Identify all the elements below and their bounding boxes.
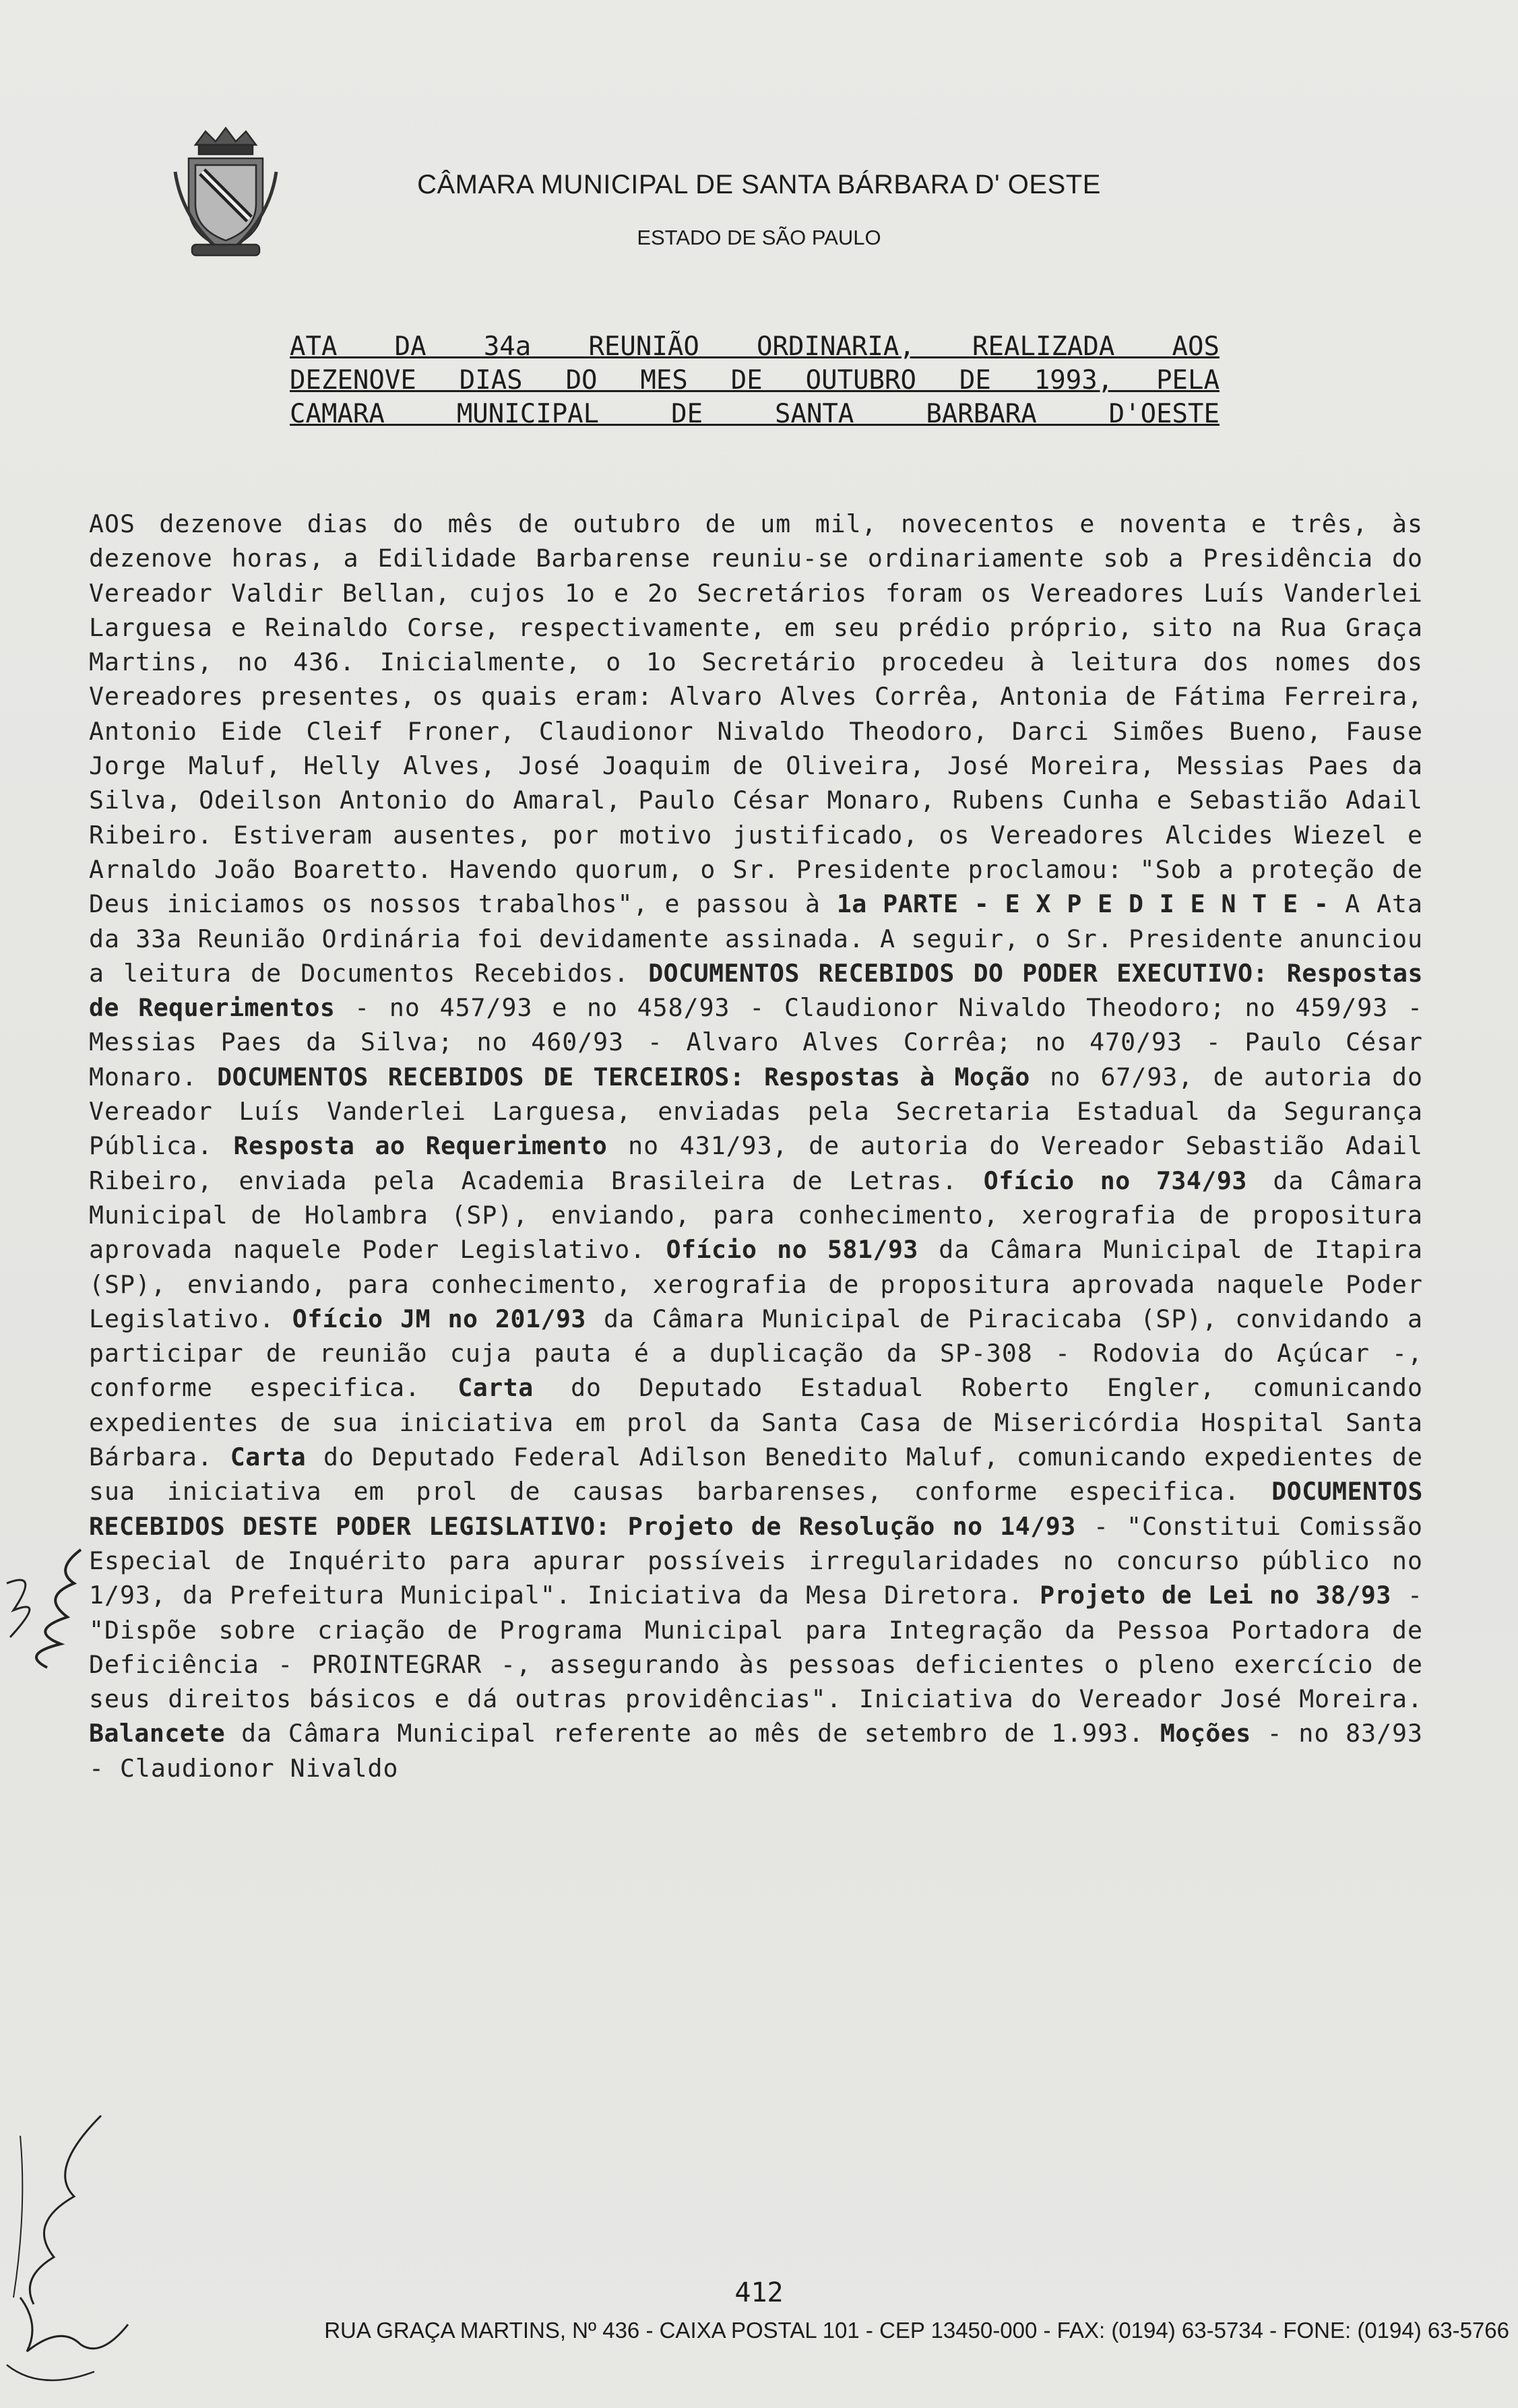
text-segment: - no 83/93 - Claudionor Nivaldo [89,1719,1423,1783]
text-segment: da Câmara Municipal referente ao mês de setembro de 1.993. [225,1719,1160,1748]
margin-signature [0,1543,94,1671]
text-segment: no 431/93, de autoria do Vereador Sebastião Adail Ribeiro, enviada pela Academia Brasileira de Letras. [89,1131,1423,1195]
text-segment: AOS dezenove dias do mês de outubro de um mil, novecentos e noventa e três, às dezenove horas, a Edilidade Barbarense reuniu-se ordinariamente sob a Presidência do Vereador Valdir Bellan, cujos 1o e 2o Secretários foram os Vereadores Luís Vanderlei Larguesa e Reinaldo Corse, respectivamente, em seu prédio próprio, sito na Rua Graça Martins, no 436. Inicialmente, o 1o Secretário procedeu à leitura dos nomes dos Vereadores presentes, os quais eram: Alvaro Alves Corrêa, Antonia de Fátima Ferreira, Antonio Eide Cleif Froner, Claudionor Nivaldo Theodoro, Darci Simões Bueno, Fause Jorge Maluf, Helly Alves, José Joaquim de Oliveira, José Moreira, Messias Paes da Silva, Odeilson Antonio do Amaral, Paulo César Monaro, Rubens Cunha e Sebastião Adail Ribeiro. Estiveram ausentes, por motivo justificado, os Vereadores Alcides Wiezel e Arnaldo João Boaretto. Havendo quorum, o Sr. Presidente proclamou: "Sob a proteção de Deus iniciamos os nossos trabalhos", e passou à [89,509,1423,919]
bold-text-segment: DOCUMENTOS RECEBIDOS DESTE PODER LEGISLATIVO: Projeto de Resolução no 14/93 [89,1477,1423,1541]
bold-text-segment: Balancete [89,1719,226,1748]
text-segment: - "Dispõe sobre criação de Programa Municipal para Integração da Pessoa Portadora de Deficiência - PROINTEGRAR -, assegurando às pessoas deficientes o pleno exercício de seus direitos básicos e dá outras providências". Iniciativa do Vereador José Moreira. [89,1581,1424,1714]
text-segment: do Deputado Estadual Roberto Engler, comunicando expedientes de sua iniciativa em prol da Santa Casa de Misericórdia Hospital Santa Bárbara. [89,1373,1423,1472]
state-name: ESTADO DE SÃO PAULO [637,226,881,249]
bold-text-segment: DOCUMENTOS RECEBIDOS DE TERCEIROS: Respostas à Moção [217,1062,1030,1091]
bold-text-segment: Ofício no 734/93 [983,1166,1247,1195]
footer-address: RUA GRAÇA MARTINS, Nº 436 - CAIXA POSTAL 101 - CEP 13450-000 - FAX: (0194) 63-5734 - FONE: (0194) 63-5766 [324,2318,1509,2343]
bold-text-segment: DOCUMENTOS RECEBIDOS DO PODER EXECUTIVO: Respostas de Requerimentos [89,958,1423,1023]
bold-text-segment: Ofício no 581/93 [666,1235,918,1265]
title-line: CAMARA MUNICIPAL DE SANTA BARBARA D'OESTE [290,399,1220,429]
institution-name: CÂMARA MUNICIPAL DE SANTA BÁRBARA D' OESTE [417,170,1101,199]
bold-text-segment: Projeto de Lei no 38/93 [1040,1581,1391,1610]
text-segment: no 67/93, de autoria do Vereador Luís Vanderlei Larguesa, enviadas pela Secretaria Estadual da Segurança Pública. [89,1062,1423,1161]
text-segment: da Câmara Municipal de Itapira (SP), enviando, para conhecimento, xerografia de propositura aprovada naquele Poder Legislativo. [89,1235,1423,1333]
text-segment: - no 457/93 e no 458/93 - Claudionor Nivaldo Theodoro; no 459/93 - Messias Paes da Silva; no 460/93 - Alvaro Alves Corrêa; no 470/93 - Paulo César Monaro. [89,993,1423,1091]
text-segment: da Câmara Municipal de Holambra (SP), enviando, para conhecimento, xerografia de propositura aprovada naquele Poder Legislativo. [89,1166,1423,1265]
bold-text-segment: Ofício JM no 201/93 [292,1304,586,1333]
title-line: ATA DA 34a REUNIÃO ORDINARIA, REALIZADA AOS [290,331,1220,362]
text-segment: da Câmara Municipal de Piracicaba (SP), convidando a participar de reunião cuja pauta é a duplicação da SP-308 - Rodovia do Açúcar -, conforme especifica. [89,1304,1423,1403]
bold-text-segment: Resposta ao Requerimento [233,1131,608,1161]
text-segment: - "Constitui Comissão Especial de Inquérito para apurar possíveis irregularidades no concurso público no 1/93, da Prefeitura Municipal". Iniciativa da Mesa Diretora. [89,1511,1423,1610]
text-segment: do Deputado Federal Adilson Benedito Maluf, comunicando expedientes de sua iniciativa em prol de causas barbarenses, conforme especifica. [89,1443,1424,1507]
bold-text-segment: Carta [457,1373,534,1403]
bold-text-segment: Moções [1160,1719,1251,1748]
bold-text-segment: 1a PARTE - E X P E D I E N T E - [836,889,1329,919]
text-segment: A Ata da 33a Reunião Ordinária foi devidamente assinada. A seguir, o Sr. Presidente anunciou a leitura de Documentos Recebidos. [89,889,1424,988]
page-number: 412 [734,2277,784,2308]
title-line: DEZENOVE DIAS DO MES DE OUTUBRO DE 1993, PELA [290,365,1220,395]
document-title [290,330,1220,431]
bold-text-segment: Carta [230,1443,307,1472]
minutes-body-text [89,507,1423,1785]
